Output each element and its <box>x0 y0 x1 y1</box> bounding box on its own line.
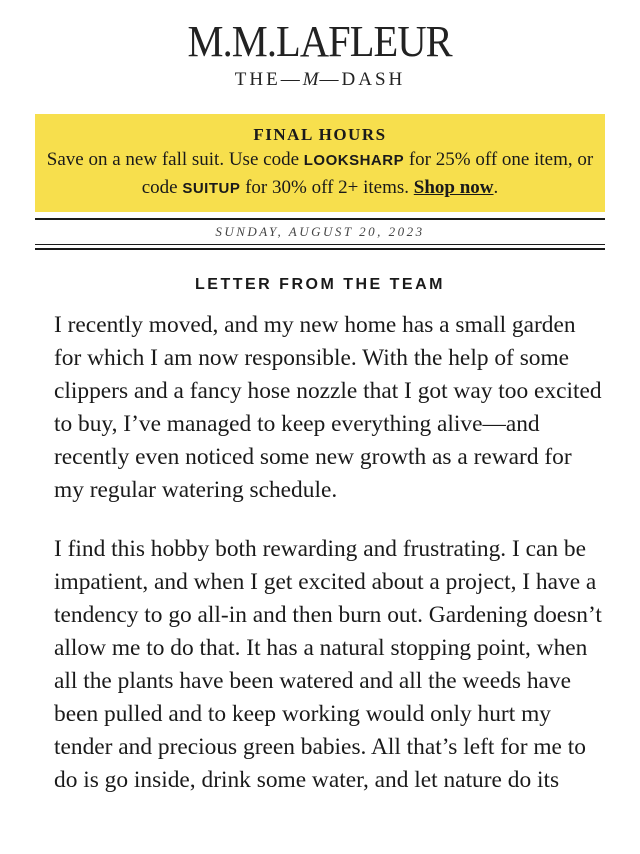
promo-text-1: Save on a new fall suit. Use code <box>46 149 304 170</box>
brand-logo[interactable] <box>0 17 640 66</box>
promo-text-2: for 25% off one item, or code <box>141 149 594 198</box>
promo-text-end: . <box>493 177 499 198</box>
section-title: LETTER FROM THE TEAM <box>195 276 445 293</box>
letter-body <box>54 309 602 823</box>
promo-code-looksharp: LOOKSHARP <box>303 152 405 169</box>
promo-text-3: for 30% off 2+ items. <box>240 177 414 198</box>
promo-text <box>35 146 605 202</box>
letter-paragraph: I find this hobby both rewarding and frustrating. I can be impatient, and when I get excited about a project, I have a tendency to go all-in and then burn out. Gardening doesn’t allow me to do that. It has a natural stopping point, when all the plants have been watered and all the weeds have been pulled and to keep working would only hurt my tender and precious green babies. All that’s left for me to do is go inside, drink some water, and let nature do its <box>54 536 602 793</box>
promo-banner <box>35 114 605 212</box>
promo-code-suitup: SUITUP <box>182 180 241 197</box>
dateline <box>35 218 605 250</box>
tagline-dash-right: — <box>319 69 342 90</box>
shop-now-link[interactable]: Shop now <box>413 177 494 198</box>
promo-title: FINAL HOURS <box>253 125 387 144</box>
brand-name: M.M.LAFLEUR <box>187 17 453 66</box>
tagline-the: THE <box>234 69 281 90</box>
tagline-dash-word: DASH <box>341 69 406 90</box>
letter-paragraph: I recently moved, and my new home has a small garden for which I am now responsible. With the help of some clippers and a fancy hose nozzle that I got way too excited to buy, I’ve managed to keep everything alive—and recently even noticed some new growth as a reward for my regular watering schedule. <box>54 312 602 503</box>
newsletter-header <box>0 0 640 92</box>
tagline-dash-left: — <box>280 69 303 90</box>
tagline-m: M <box>302 69 320 90</box>
issue-date: SUNDAY, AUGUST 20, 2023 <box>215 224 425 239</box>
newsletter-tagline <box>0 68 640 92</box>
